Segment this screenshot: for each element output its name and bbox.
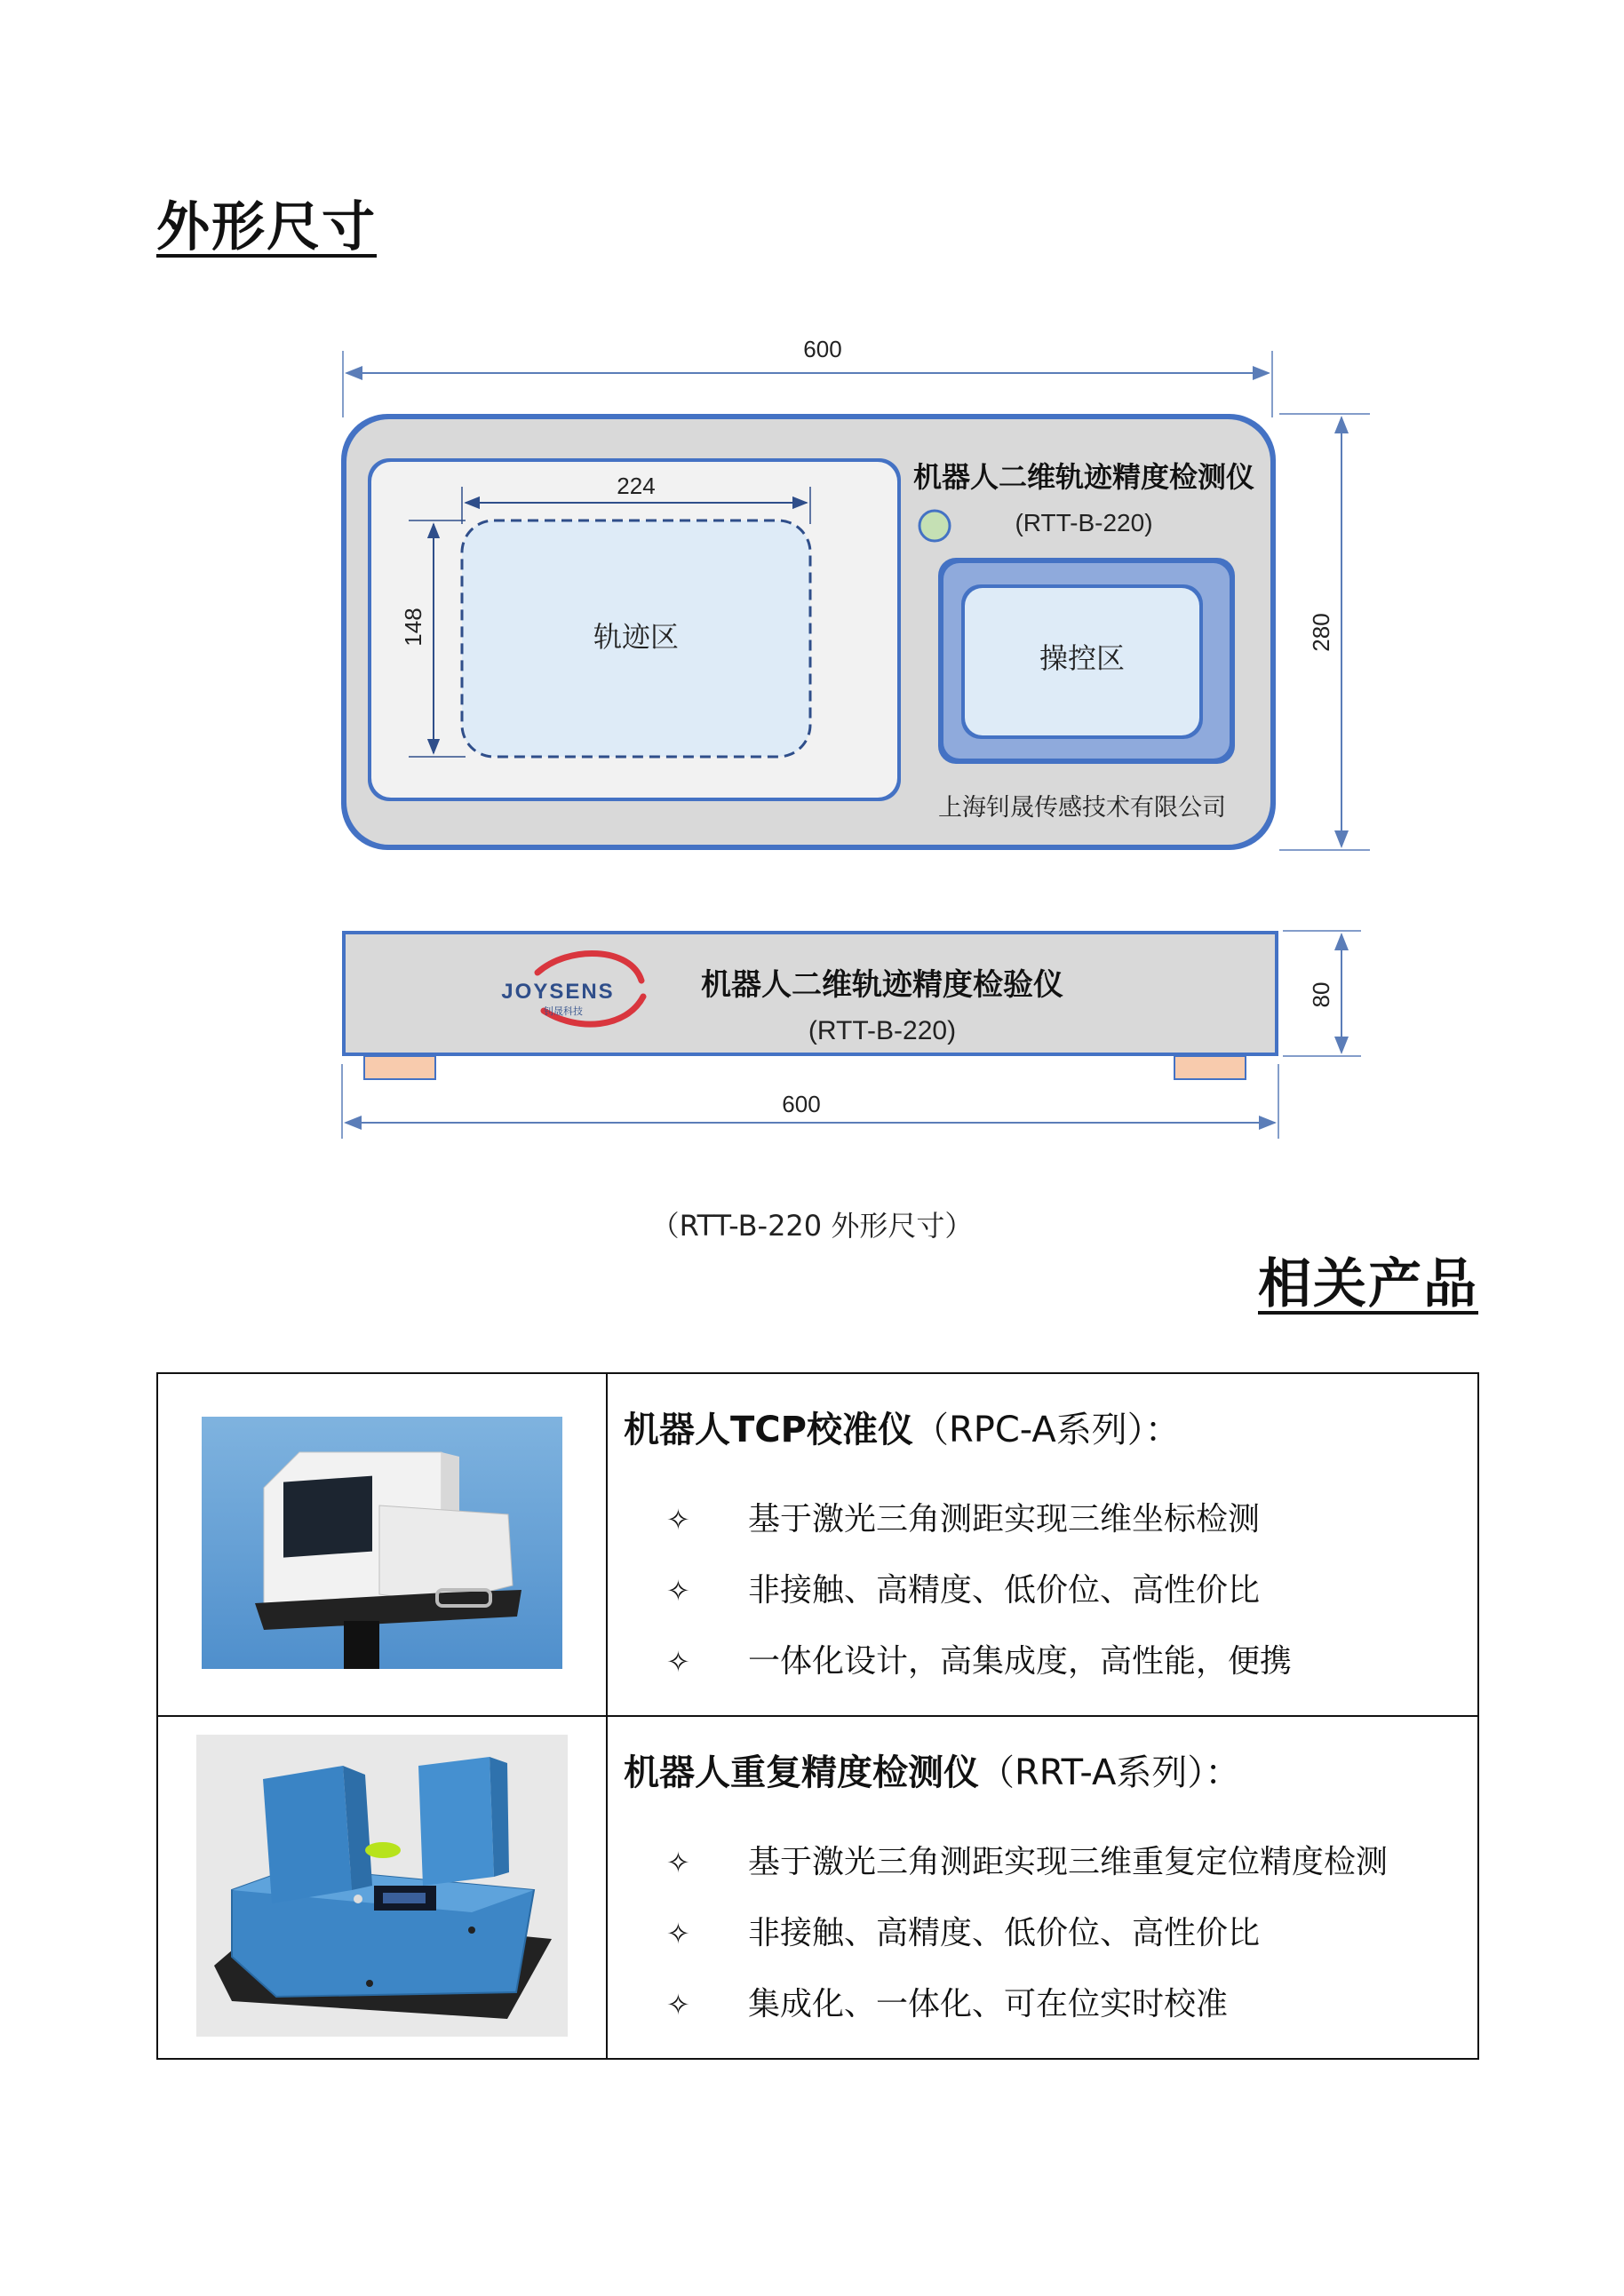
company-name: 上海钊晟传感技术有限公司 [938, 794, 1226, 821]
side-width-label: 600 [782, 1091, 821, 1117]
repeatability-tester-photo-icon [196, 1735, 568, 2037]
product-feature [624, 1484, 1477, 1555]
right-foot [1174, 1056, 1246, 1079]
logo-subtext: 钊晟科技 [544, 1006, 583, 1017]
product-image-cell [157, 1373, 607, 1716]
product-name: 机器人重复精度检测仪 [624, 1752, 979, 1793]
products-heading: 相关产品 [1258, 1253, 1478, 1315]
track-height-label: 148 [400, 608, 426, 647]
product-name: 机器人TCP校准仪 [624, 1409, 913, 1450]
figure-caption: （RTT-B-220 外形尺寸） [650, 1209, 974, 1243]
product-title [624, 1744, 1477, 1795]
product-row [157, 1716, 1478, 2059]
product-series: （RPC-A系列）： [912, 1409, 1181, 1450]
left-foot [364, 1056, 435, 1079]
bullet-star-icon: ✧ [666, 1573, 690, 1608]
side-height-label: 80 [1308, 981, 1334, 1008]
top-device-name: 机器人二维轨迹精度检测仪 [912, 461, 1255, 493]
product-text-cell [607, 1373, 1478, 1716]
top-device-model: (RTT-B-220) [1015, 509, 1153, 536]
track-width-label: 224 [617, 473, 656, 499]
product-row [157, 1373, 1478, 1716]
bullet-star-icon: ✧ [666, 1502, 690, 1537]
tcp-calibrator-photo-icon [202, 1417, 562, 1669]
product-feature [624, 1626, 1477, 1697]
product-feature [624, 1827, 1477, 1898]
product-image-cell [157, 1716, 607, 2059]
product-title [624, 1402, 1477, 1452]
product-feature [624, 1898, 1477, 1969]
track-area-label: 轨迹区 [593, 621, 680, 653]
bullet-star-icon: ✧ [666, 1644, 690, 1679]
side-device-model: (RTT-B-220) [808, 1016, 957, 1045]
feature-text: 集成化、一体化、可在位实时校准 [748, 1985, 1229, 2022]
top-height-label: 280 [1308, 613, 1334, 652]
feature-text: 一体化设计，高集成度，高性能，便携 [748, 1642, 1293, 1680]
top-width-label: 600 [803, 336, 842, 362]
control-area-label: 操控区 [1039, 642, 1126, 674]
side-device-name: 机器人二维轨迹精度检验仪 [701, 968, 1063, 1002]
product-series: （RRT-A系列）： [979, 1752, 1241, 1793]
indicator-light-icon [919, 511, 950, 541]
bullet-star-icon: ✧ [666, 1916, 690, 1950]
product-text-cell [607, 1716, 1478, 2059]
feature-text: 非接触、高精度、低价位、高性价比 [748, 1914, 1261, 1951]
dimensions-heading: 外形尺寸 [156, 196, 377, 258]
product-feature [624, 1969, 1477, 2040]
product-feature [624, 1555, 1477, 1626]
feature-text: 基于激光三角测距实现三维重复定位精度检测 [748, 1843, 1389, 1880]
feature-text: 基于激光三角测距实现三维坐标检测 [748, 1500, 1261, 1537]
feature-text: 非接触、高精度、低价位、高性价比 [748, 1571, 1261, 1609]
products-table [156, 1372, 1479, 2060]
bullet-star-icon: ✧ [666, 1987, 690, 2022]
logo-text: JOYSENS [501, 980, 615, 1004]
bullet-star-icon: ✧ [666, 1845, 690, 1879]
